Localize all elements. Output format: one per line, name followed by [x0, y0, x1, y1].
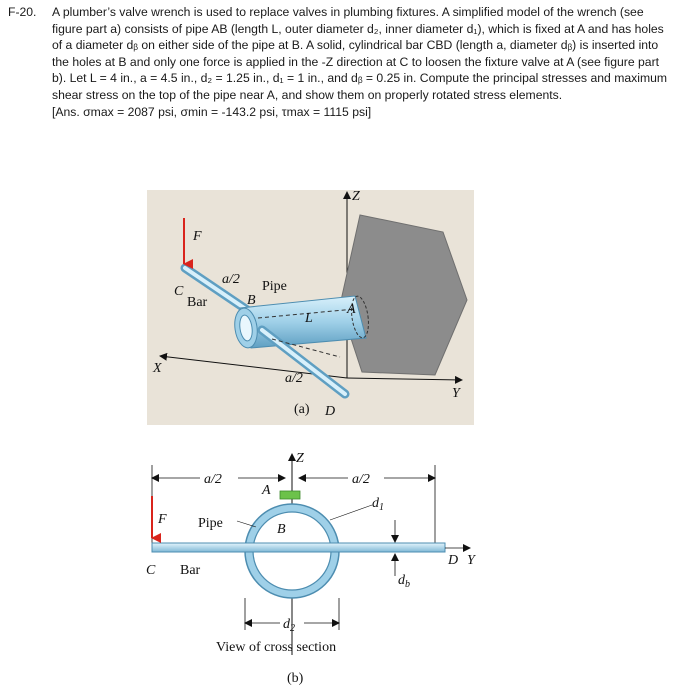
cross-section-title: View of cross section — [216, 640, 337, 655]
label-c-b: C — [146, 563, 156, 578]
point-a-marker — [280, 491, 300, 499]
label-x: X — [153, 361, 162, 376]
label-d-a: D — [325, 404, 336, 419]
problem-text: A plumber’s valve wrench is used to replace valves in plumbing fixtures. A simplified model of the wrench (see figure part a) consists of pipe AB (length L, outer diameter d₂, inner diameter d₁), which is fixed at A and has holes of a diameter dᵦ on either side of the pipe at B. A solid, cylindrical bar CBD (length a, diameter dᵦ) is inserted into the holes at B and only one force is applied in the -Z direction at C to loosen the fixture valve at A (see figure part b). Let L = 4 in., a = 4.5 in., d₂ = 1.25 in., d₁ = 1 in., and dᵦ = 0.25 in. Compute the principal stresses and maximum shear stress on the top of the pipe near A, and show them on properly rotated stress elements. — [52, 5, 668, 102]
figure-a — [147, 189, 474, 425]
label-b-a: B — [247, 293, 256, 308]
label-z-b: Z — [296, 451, 304, 466]
label-z-a: Z — [352, 189, 360, 204]
label-bar-b: Bar — [180, 563, 201, 578]
label-l: L — [305, 311, 313, 326]
label-y-a: Y — [452, 386, 460, 401]
figure-b — [146, 451, 477, 686]
label-a2-lower: a/2 — [285, 371, 303, 386]
caption-a: (a) — [294, 402, 310, 417]
label-a2-right: a/2 — [352, 472, 370, 487]
label-y-b: Y — [467, 553, 475, 568]
label-f-b: F — [158, 512, 167, 527]
answer-text: [Ans. σmax = 2087 psi, σmin = -143.2 psi, τmax = 1115 psi] — [52, 104, 372, 119]
label-d1: $d_1$ — [372, 496, 384, 513]
d1-leader — [330, 505, 372, 520]
label-d-b: D — [448, 553, 459, 568]
label-a2-left: a/2 — [204, 472, 222, 487]
label-c-a: C — [174, 284, 184, 299]
label-pipe-a: Pipe — [262, 279, 287, 294]
label-db: $d_b$ — [398, 573, 410, 590]
label-b-b: B — [277, 522, 286, 537]
label-f-a: F — [193, 229, 202, 244]
label-bar-a: Bar — [187, 295, 208, 310]
label-pipe-b: Pipe — [198, 516, 223, 531]
problem-number: F-20. — [8, 5, 37, 19]
label-a2-a: a/2 — [222, 272, 240, 287]
label-a-b: A — [262, 483, 271, 498]
caption-b: (b) — [287, 671, 304, 686]
bar-b — [152, 543, 445, 552]
label-d2: $d_2$ — [283, 617, 295, 634]
label-a-a: A — [347, 302, 356, 317]
